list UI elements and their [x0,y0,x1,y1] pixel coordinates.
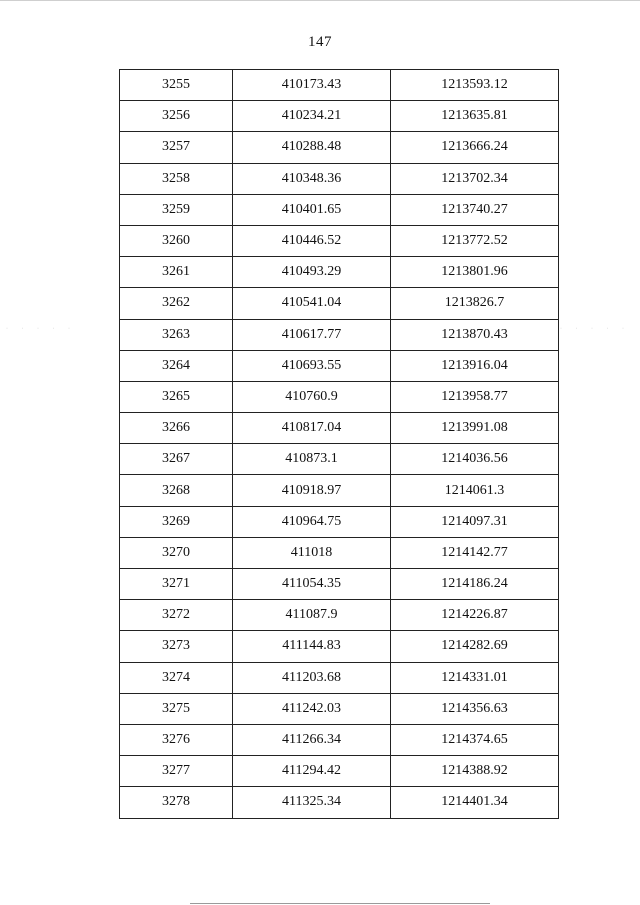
y-coordinate-cell: 1213801.96 [391,257,559,288]
y-coordinate-cell: 1214226.87 [391,600,559,631]
x-coordinate-cell: 411325.34 [233,787,391,818]
y-coordinate-cell: 1213772.52 [391,225,559,256]
table-row [120,413,559,444]
table-row [120,194,559,225]
table-row [120,693,559,724]
point-number-cell: 3272 [120,600,233,631]
point-number-cell: 3262 [120,288,233,319]
point-number-cell: 3270 [120,537,233,568]
point-number-cell: 3278 [120,787,233,818]
point-number-cell: 3275 [120,693,233,724]
x-coordinate-cell: 411087.9 [233,600,391,631]
table-row [120,537,559,568]
point-number-cell: 3266 [120,413,233,444]
point-number-cell: 3276 [120,724,233,755]
y-coordinate-cell: 1214097.31 [391,506,559,537]
y-coordinate-cell: 1213916.04 [391,350,559,381]
table-row [120,475,559,506]
point-number-cell: 3264 [120,350,233,381]
point-number-cell: 3263 [120,319,233,350]
x-coordinate-cell: 410446.52 [233,225,391,256]
point-number-cell: 3267 [120,444,233,475]
table-row [120,70,559,101]
point-number-cell: 3260 [120,225,233,256]
point-number-cell: 3265 [120,381,233,412]
table-row [120,631,559,662]
point-number-cell: 3261 [120,257,233,288]
x-coordinate-cell: 411242.03 [233,693,391,724]
point-number-cell: 3273 [120,631,233,662]
table-row [120,506,559,537]
x-coordinate-cell: 411203.68 [233,662,391,693]
x-coordinate-cell: 410817.04 [233,413,391,444]
x-coordinate-cell: 410873.1 [233,444,391,475]
y-coordinate-cell: 1214374.65 [391,724,559,755]
coordinate-table-body [120,70,559,819]
x-coordinate-cell: 411018 [233,537,391,568]
point-number-cell: 3256 [120,101,233,132]
x-coordinate-cell: 410617.77 [233,319,391,350]
table-row [120,787,559,818]
table-row [120,257,559,288]
x-coordinate-cell: 410693.55 [233,350,391,381]
point-number-cell: 3257 [120,132,233,163]
y-coordinate-cell: 1213870.43 [391,319,559,350]
table-row [120,600,559,631]
y-coordinate-cell: 1213991.08 [391,413,559,444]
x-coordinate-cell: 410918.97 [233,475,391,506]
table-row [120,101,559,132]
table-row [120,381,559,412]
table-row [120,756,559,787]
table-row [120,569,559,600]
x-coordinate-cell: 410173.43 [233,70,391,101]
page-top-edge [0,0,640,1]
scan-artifact-left: · · · · · [6,326,76,332]
point-number-cell: 3277 [120,756,233,787]
x-coordinate-cell: 411144.83 [233,631,391,662]
table-row [120,225,559,256]
y-coordinate-cell: 1213958.77 [391,381,559,412]
y-coordinate-cell: 1214388.92 [391,756,559,787]
table-row [120,319,559,350]
table-row [120,288,559,319]
y-coordinate-cell: 1214142.77 [391,537,559,568]
x-coordinate-cell: 411294.42 [233,756,391,787]
x-coordinate-cell: 410234.21 [233,101,391,132]
x-coordinate-cell: 410288.48 [233,132,391,163]
y-coordinate-cell: 1213826.7 [391,288,559,319]
x-coordinate-cell: 411266.34 [233,724,391,755]
point-number-cell: 3258 [120,163,233,194]
y-coordinate-cell: 1213593.12 [391,70,559,101]
x-coordinate-cell: 411054.35 [233,569,391,600]
point-number-cell: 3269 [120,506,233,537]
y-coordinate-cell: 1214061.3 [391,475,559,506]
y-coordinate-cell: 1214356.63 [391,693,559,724]
point-number-cell: 3274 [120,662,233,693]
y-coordinate-cell: 1214331.01 [391,662,559,693]
y-coordinate-cell: 1213740.27 [391,194,559,225]
table-row [120,662,559,693]
point-number-cell: 3271 [120,569,233,600]
point-number-cell: 3255 [120,70,233,101]
point-number-cell: 3259 [120,194,233,225]
table-row [120,163,559,194]
x-coordinate-cell: 410964.75 [233,506,391,537]
y-coordinate-cell: 1214282.69 [391,631,559,662]
page-bottom-edge [190,903,490,904]
y-coordinate-cell: 1214401.34 [391,787,559,818]
y-coordinate-cell: 1213702.34 [391,163,559,194]
y-coordinate-cell: 1214036.56 [391,444,559,475]
x-coordinate-cell: 410348.36 [233,163,391,194]
y-coordinate-cell: 1213666.24 [391,132,559,163]
coordinate-table [119,69,559,819]
table-row [120,350,559,381]
x-coordinate-cell: 410541.04 [233,288,391,319]
table-row [120,444,559,475]
y-coordinate-cell: 1213635.81 [391,101,559,132]
x-coordinate-cell: 410401.65 [233,194,391,225]
table-row [120,132,559,163]
scan-artifact-right: · · · · · [560,326,630,332]
x-coordinate-cell: 410760.9 [233,381,391,412]
y-coordinate-cell: 1214186.24 [391,569,559,600]
page-number: 147 [308,34,332,50]
point-number-cell: 3268 [120,475,233,506]
x-coordinate-cell: 410493.29 [233,257,391,288]
table-row [120,724,559,755]
